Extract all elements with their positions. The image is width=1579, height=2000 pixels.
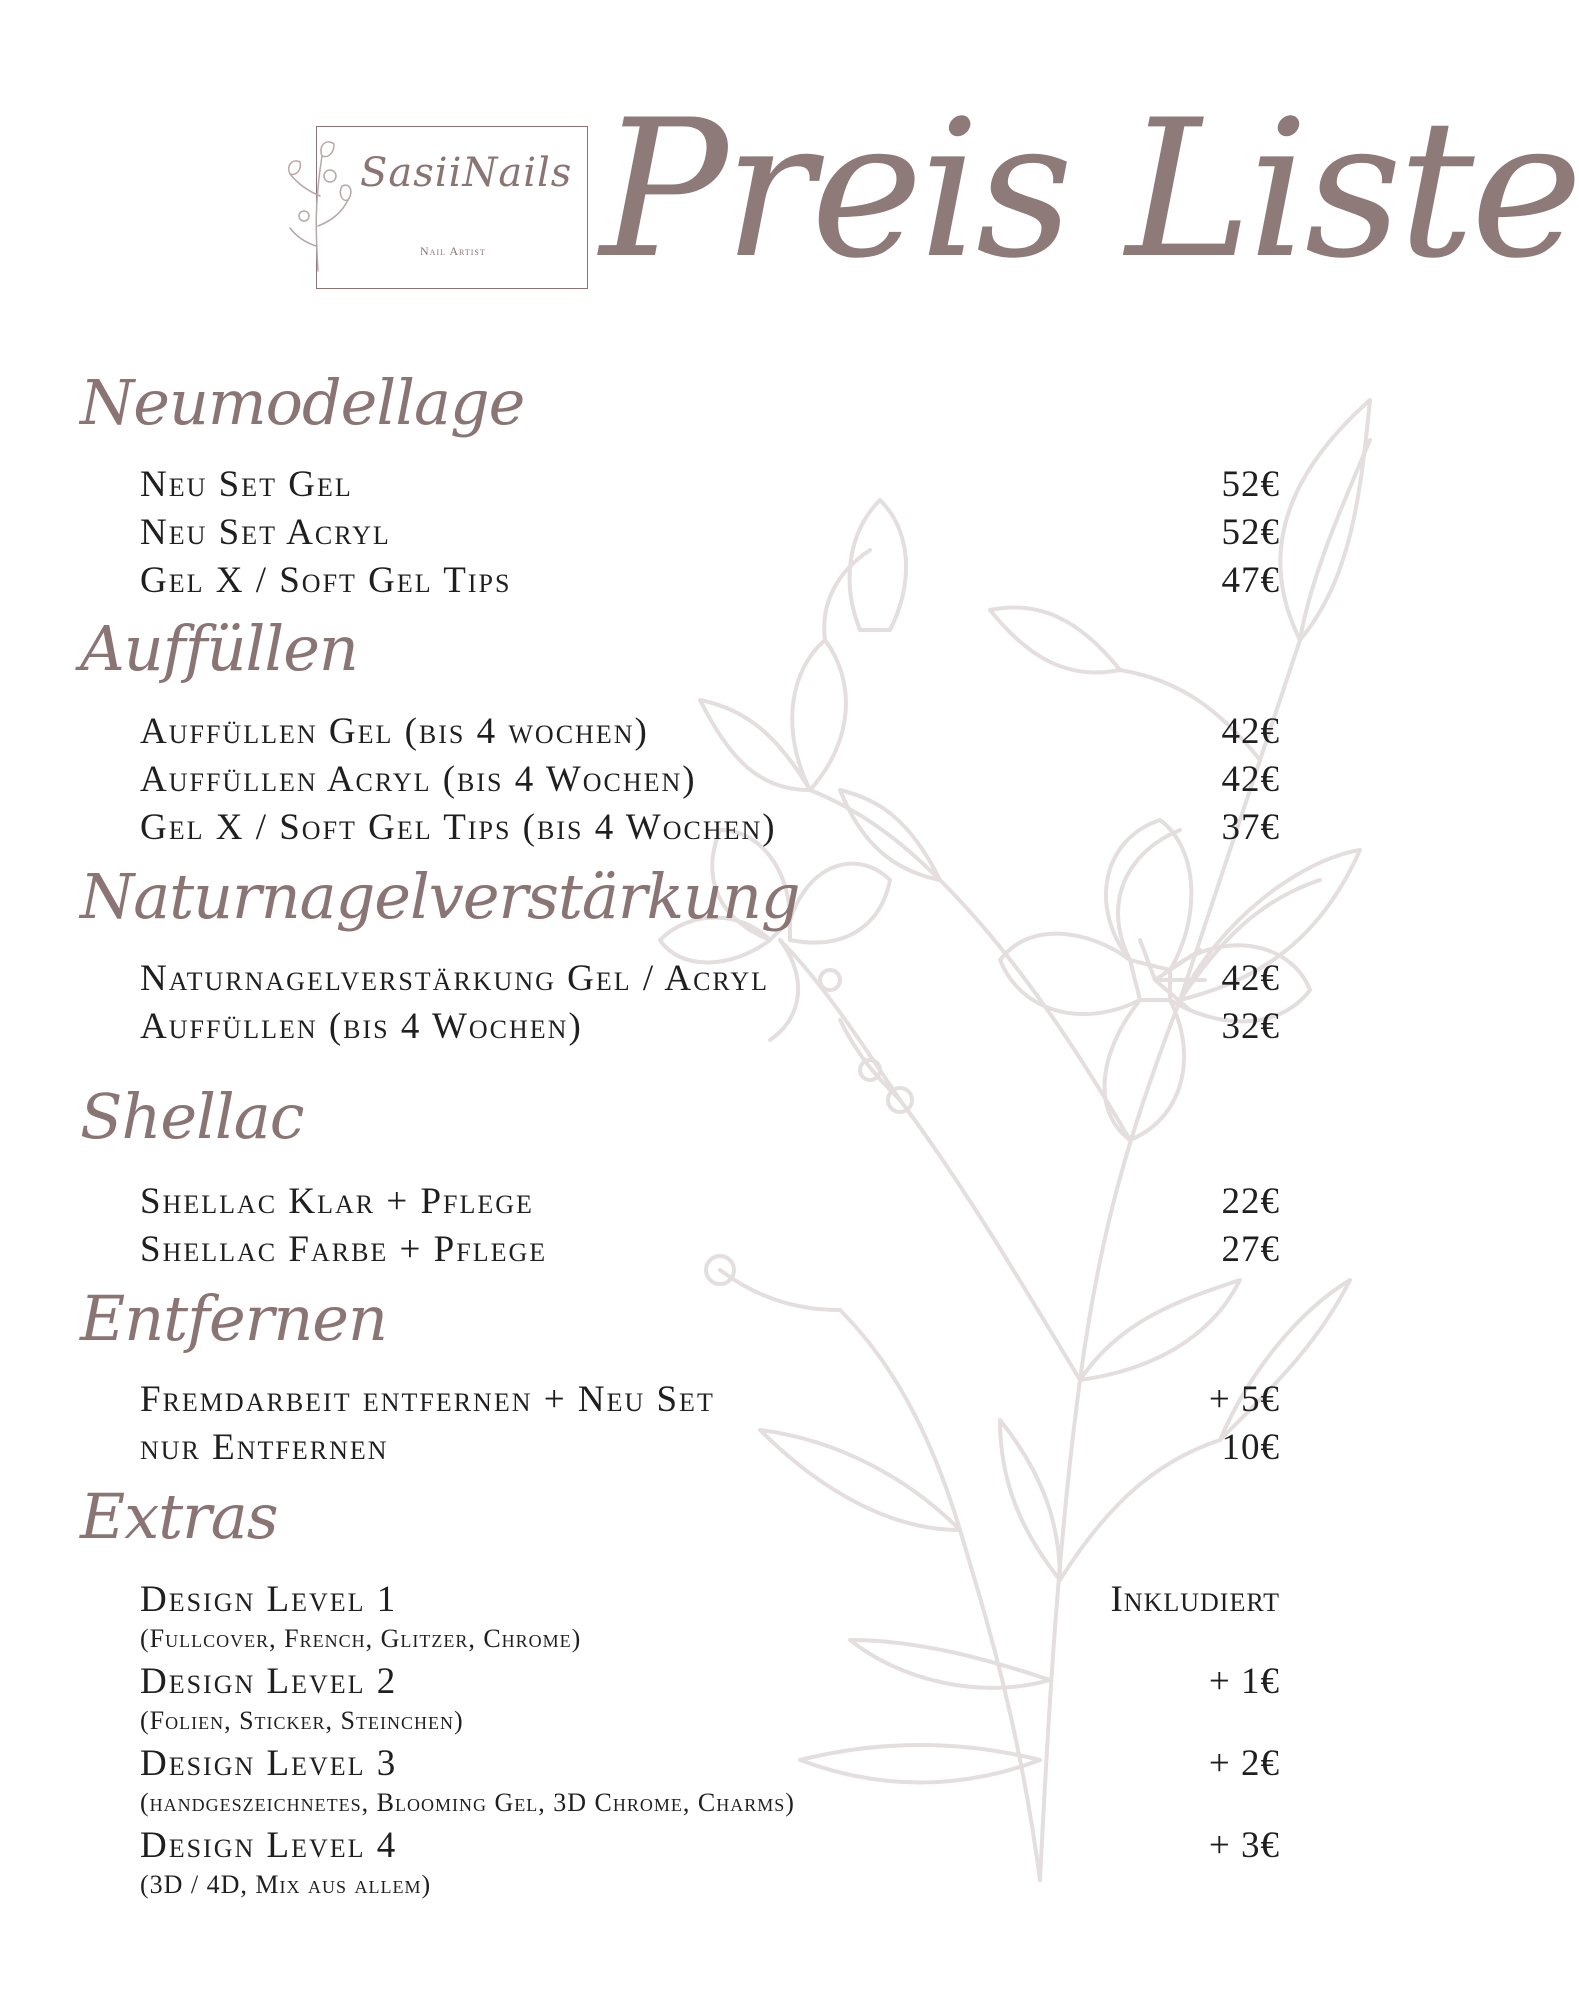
price-row — [140, 1660, 1280, 1742]
item-price: 52€ — [1221, 464, 1280, 505]
item-price: 47€ — [1221, 560, 1280, 601]
price-row — [140, 1228, 1280, 1276]
section-title-neumodellage: Neumodellage — [80, 366, 525, 439]
section-title-auffuellen: Auffüllen — [80, 612, 358, 685]
price-row — [140, 1005, 1280, 1053]
item-label: Auffüllen Acryl (bis 4 Wochen) — [140, 759, 697, 800]
item-label: Gel X / Soft Gel Tips — [140, 560, 512, 601]
item-note: (Fullcover, French, Glitzer, Chrome) — [140, 1624, 582, 1653]
item-price: 52€ — [1221, 512, 1280, 553]
item-price: 32€ — [1221, 1006, 1280, 1047]
item-label: Shellac Farbe + Pflege — [140, 1229, 548, 1270]
item-label: Fremdarbeit entfernen + Neu Set — [140, 1379, 715, 1420]
page-title: Preis Liste — [600, 79, 1579, 300]
logo-text: SasiiNails — [360, 150, 573, 196]
item-label: Auffüllen Gel (bis 4 wochen) — [140, 711, 649, 752]
item-price: + 1€ — [1208, 1661, 1280, 1702]
item-label: Auffüllen (bis 4 Wochen) — [140, 1006, 583, 1047]
item-label: Shellac Klar + Pflege — [140, 1181, 534, 1222]
logo-subtitle: Nail Artist — [420, 244, 486, 258]
item-price: 37€ — [1221, 807, 1280, 848]
price-row — [140, 1742, 1280, 1824]
item-price: 42€ — [1221, 958, 1280, 999]
section-title-naturnagelverstaerkung: Naturnagelverstärkung — [80, 860, 800, 933]
item-label: Naturnagelverstärkung Gel / Acryl — [140, 958, 769, 999]
item-note: (Folien, Sticker, Steinchen) — [140, 1706, 464, 1735]
price-row — [140, 957, 1280, 1005]
price-row — [140, 511, 1280, 559]
price-row — [140, 559, 1280, 607]
price-row — [140, 1578, 1280, 1660]
item-label: Neu Set Gel — [140, 464, 353, 505]
item-note: (3D / 4D, Mix aus allem) — [140, 1870, 432, 1899]
price-row — [140, 1426, 1280, 1474]
item-label: Design Level 3 — [140, 1743, 398, 1784]
item-label: Gel X / Soft Gel Tips (bis 4 Wochen) — [140, 807, 777, 848]
price-row — [140, 806, 1280, 854]
section-title-entfernen: Entfernen — [80, 1282, 387, 1355]
item-price: 42€ — [1221, 711, 1280, 752]
price-row — [140, 758, 1280, 806]
item-note: (handgeszeichnetes, Blooming Gel, 3D Chrome, Charms) — [140, 1788, 795, 1817]
item-price: + 2€ — [1208, 1743, 1280, 1784]
item-price: 42€ — [1221, 759, 1280, 800]
price-row — [140, 1824, 1280, 1906]
price-row — [140, 710, 1280, 758]
item-price: 10€ — [1221, 1427, 1280, 1468]
item-label: Design Level 1 — [140, 1579, 398, 1620]
item-price: 27€ — [1221, 1229, 1280, 1270]
section-title-extras: Extras — [80, 1480, 278, 1553]
price-row — [140, 1378, 1280, 1426]
price-row — [140, 1180, 1280, 1228]
item-label: Neu Set Acryl — [140, 512, 391, 553]
item-price: + 3€ — [1208, 1825, 1280, 1866]
item-label: nur Entfernen — [140, 1427, 389, 1468]
item-price: 22€ — [1221, 1181, 1280, 1222]
price-row — [140, 463, 1280, 511]
item-price: Inkludiert — [1110, 1579, 1280, 1620]
item-label: Design Level 4 — [140, 1825, 398, 1866]
item-price: + 5€ — [1208, 1379, 1280, 1420]
section-title-shellac: Shellac — [80, 1080, 304, 1153]
item-label: Design Level 2 — [140, 1661, 398, 1702]
floral-sprig-icon — [278, 136, 358, 276]
